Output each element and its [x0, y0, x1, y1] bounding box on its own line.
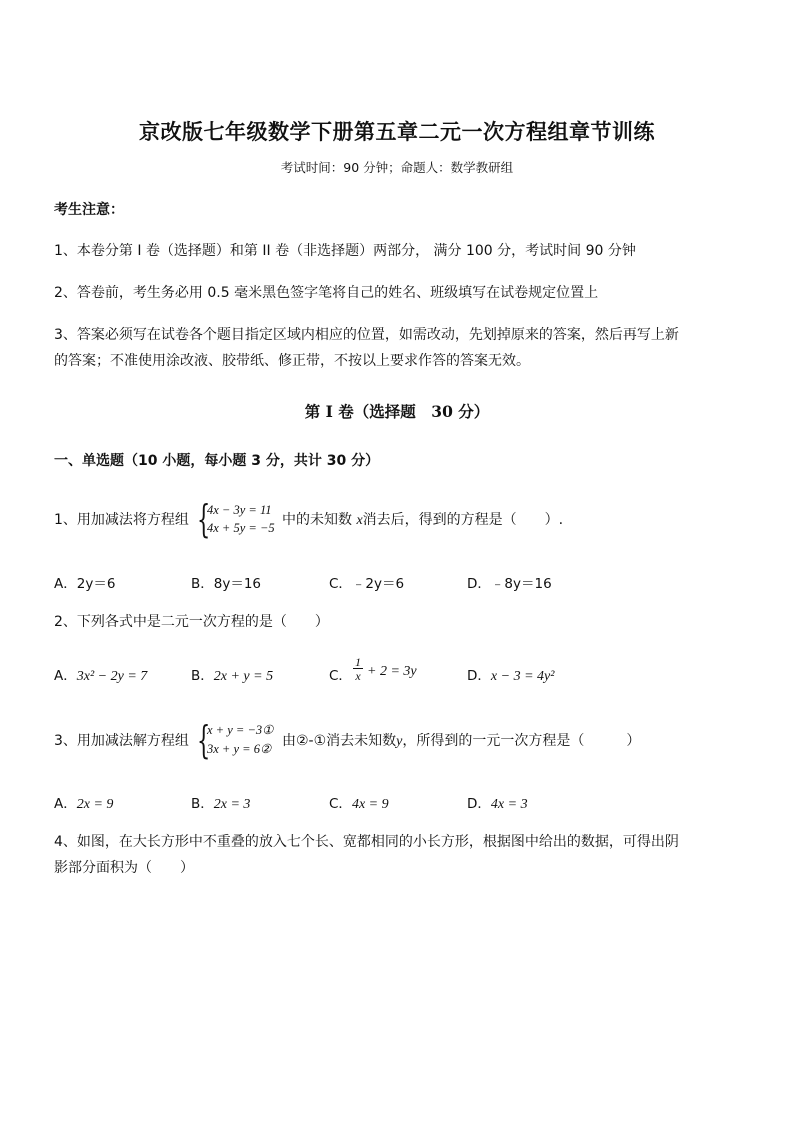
- q3-option-b-math: 2x = 3: [213, 797, 251, 812]
- fraction-numerator: 1: [355, 655, 361, 669]
- question-4-line-2: 影部分面积为（ ）: [54, 860, 194, 876]
- q3-option-a-label: A．: [54, 796, 77, 812]
- q2-option-c-label: C．: [329, 668, 352, 684]
- q2-option-d-label: D．: [467, 668, 491, 684]
- exam-info: 考试时间：90 分钟；命题人：数学教研组: [280, 160, 514, 175]
- system-brace-2: {: [197, 718, 211, 762]
- q2-option-d-math: x − 3 = 4y²: [490, 669, 555, 684]
- q1-equation-2: 4x + 5y = −5: [207, 521, 275, 535]
- q3-option-d[interactable]: [467, 792, 528, 813]
- q2-option-b[interactable]: [191, 664, 273, 685]
- q1-var: x: [356, 513, 363, 528]
- question-4-line-1: 4、如图，在大长方形中不重叠的放入七个长、宽都相同的小长方形，根据图中给出的数据，可得出阴: [54, 834, 679, 850]
- q3-option-a[interactable]: [54, 792, 113, 813]
- notice-heading: 考生注意：: [54, 202, 124, 218]
- section-title: 第 I 卷（选择题 30 分）: [304, 402, 490, 421]
- q1-option-d[interactable]: D．﹣8y＝16: [467, 576, 552, 592]
- q1-equation-1: 4x − 3y = 11: [207, 503, 272, 517]
- q3-option-c-math: 4x = 9: [351, 797, 389, 812]
- q3-option-c[interactable]: [329, 792, 389, 813]
- q3-option-b[interactable]: [191, 792, 250, 813]
- q2-option-a-math: 3x² − 2y = 7: [76, 669, 148, 684]
- q2-option-c-fraction: [353, 656, 363, 682]
- q1-option-a[interactable]: A．2y＝6: [54, 576, 116, 592]
- q3-option-b-label: B．: [191, 796, 214, 812]
- q3-equation-1: x + y = −3①: [207, 723, 274, 737]
- question-2-prefix: 2、下列各式中是二元一次方程的是（ ）: [54, 614, 329, 630]
- q3-text-b: ，所得到的一元一次方程是（ ）: [402, 733, 641, 749]
- notice-item-3-cont: 的答案；不准使用涂改液、胶带纸、修正带，不按以上要求作答的答案无效。: [54, 353, 530, 369]
- fraction-denominator: x: [353, 668, 363, 682]
- q3-option-d-label: D．: [467, 796, 491, 812]
- q1-option-b[interactable]: B．8y＝16: [191, 576, 262, 592]
- notice-item-1: 1、本卷分第 I 卷（选择题）和第 II 卷（非选择题）两部分， 满分 100 分，考试时间 90 分钟: [54, 243, 636, 259]
- q3-option-a-math: 2x = 9: [76, 797, 114, 812]
- q2-option-d[interactable]: [467, 664, 554, 685]
- notice-item-2: 2、答卷前，考生务必用 0.5 毫米黑色签字笔将自己的姓名、班级填写在试卷规定位置上: [54, 285, 599, 301]
- notice-item-3: 3、答案必须写在试卷各个题目指定区域内相应的位置，如需改动，先划掉原来的答案，然后再写上新: [54, 327, 679, 343]
- q3-option-d-math: 4x = 3: [490, 797, 528, 812]
- q3-equation-2: 3x + y = 6②: [207, 742, 272, 756]
- q1-text-b: 消去后，得到的方程是（ ）.: [362, 512, 564, 528]
- q2-option-a-label: A．: [54, 668, 77, 684]
- q2-option-a[interactable]: [54, 664, 147, 685]
- q2-option-b-math: 2x + y = 5: [213, 669, 274, 684]
- system-brace-1: {: [197, 497, 211, 541]
- question-1-prefix: 1、用加减法将方程组: [54, 512, 189, 528]
- q1-text-a: 中的未知数: [282, 512, 357, 528]
- q3-option-c-label: C．: [329, 796, 352, 812]
- part-title: 一、单选题（10 小题，每小题 3 分，共计 30 分）: [54, 453, 380, 469]
- q2-option-c-math: + 2 = 3y: [367, 664, 417, 679]
- q3-text-a: 由②-①消去未知数: [282, 733, 397, 749]
- page-title: 京改版七年级数学下册第五章二元一次方程组章节训练: [139, 119, 655, 144]
- q3-var: y: [396, 734, 403, 749]
- question-3-prefix: 3、用加减法解方程组: [54, 733, 189, 749]
- q2-option-b-label: B．: [191, 668, 214, 684]
- q2-option-c[interactable]: [329, 664, 352, 684]
- q1-option-c[interactable]: C．﹣2y＝6: [329, 576, 405, 592]
